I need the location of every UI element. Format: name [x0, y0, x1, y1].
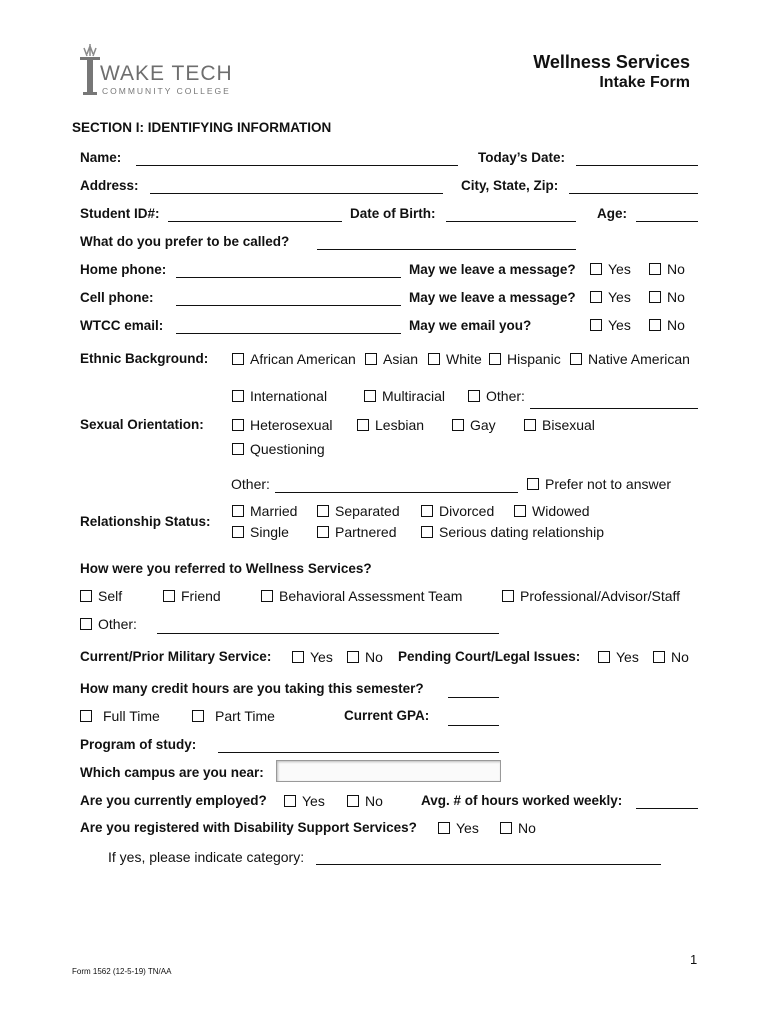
credit-hours-label: How many credit hours are you taking this semester? — [80, 681, 424, 696]
referral-bat-label: Behavioral Assessment Team — [279, 588, 463, 604]
campus-label: Which campus are you near: — [80, 765, 264, 780]
full-time-checkbox[interactable] — [80, 710, 92, 722]
sexual-other-field[interactable] — [275, 492, 518, 493]
dob-label: Date of Birth: — [350, 206, 436, 221]
city-state-zip-field[interactable] — [569, 193, 698, 194]
military-no-checkbox[interactable] — [347, 651, 359, 663]
referral-self-label: Self — [98, 588, 123, 604]
referral-friend-label: Friend — [181, 588, 221, 604]
employed-label: Are you currently employed? — [80, 793, 267, 808]
relationship-divorced-checkbox[interactable] — [421, 505, 433, 517]
wtcc-email-field[interactable] — [176, 333, 401, 334]
disability-label: Are you registered with Disability Support Services? — [80, 820, 417, 835]
relationship-widowed-checkbox[interactable] — [514, 505, 526, 517]
disability-yes-checkbox[interactable] — [438, 822, 450, 834]
military-no-label: No — [365, 649, 383, 665]
relationship-serious-dating-label: Serious dating relationship — [439, 524, 604, 540]
email-no-checkbox[interactable] — [649, 319, 661, 331]
student-id-field[interactable] — [168, 221, 342, 222]
disability-no-label: No — [518, 820, 536, 836]
employed-no-checkbox[interactable] — [347, 795, 359, 807]
dob-field[interactable] — [446, 221, 576, 222]
home-phone-label: Home phone: — [80, 262, 167, 277]
sexual-lesbian-label: Lesbian — [375, 417, 425, 433]
referral-other-checkbox[interactable] — [80, 618, 92, 630]
age-field[interactable] — [636, 221, 698, 222]
cell-phone-label: Cell phone: — [80, 290, 154, 305]
employed-no-label: No — [365, 793, 383, 809]
court-yes-label: Yes — [616, 649, 639, 665]
relationship-married-checkbox[interactable] — [232, 505, 244, 517]
relationship-partnered-label: Partnered — [335, 524, 397, 540]
military-yes-checkbox[interactable] — [292, 651, 304, 663]
sexual-other-label: Other: — [231, 476, 270, 492]
home-leave-message-label: May we leave a message? — [409, 262, 576, 277]
court-no-label: No — [671, 649, 689, 665]
relationship-partnered-checkbox[interactable] — [317, 526, 329, 538]
relationship-single-label: Single — [250, 524, 289, 540]
email-yes-label: Yes — [608, 317, 631, 333]
ethnic-multiracial-label: Multiracial — [382, 388, 446, 404]
ethnic-multiracial-checkbox[interactable] — [364, 390, 376, 402]
sexual-heterosexual-label: Heterosexual — [250, 417, 333, 433]
todays-date-field[interactable] — [576, 165, 698, 166]
referral-label: How were you referred to Wellness Services? — [80, 561, 372, 576]
ethnic-other-checkbox[interactable] — [468, 390, 480, 402]
page-number: 1 — [690, 952, 698, 967]
ethnic-african-american-checkbox[interactable] — [232, 353, 244, 365]
email-you-label: May we email you? — [409, 318, 532, 333]
avg-hours-label: Avg. # of hours worked weekly: — [421, 793, 623, 808]
court-no-checkbox[interactable] — [653, 651, 665, 663]
cell-msg-yes-label: Yes — [608, 289, 631, 305]
sexual-bisexual-label: Bisexual — [542, 417, 595, 433]
cell-phone-field[interactable] — [176, 305, 401, 306]
student-id-label: Student ID#: — [80, 206, 160, 221]
cell-msg-no-label: No — [667, 289, 685, 305]
sexual-gay-label: Gay — [470, 417, 496, 433]
home-msg-no-label: No — [667, 261, 685, 277]
ethnic-hispanic-checkbox[interactable] — [489, 353, 501, 365]
page-subtitle: Intake Form — [599, 74, 690, 91]
logo-subtitle: COMMUNITY COLLEGE — [102, 86, 231, 96]
relationship-divorced-label: Divorced — [439, 503, 495, 519]
employed-yes-label: Yes — [302, 793, 325, 809]
ethnic-other-field[interactable] — [530, 408, 698, 409]
ethnic-international-checkbox[interactable] — [232, 390, 244, 402]
wtcc-email-label: WTCC email: — [80, 318, 164, 333]
full-time-label: Full Time — [103, 708, 160, 724]
military-yes-label: Yes — [310, 649, 333, 665]
name-label: Name: — [80, 150, 122, 165]
preferred-name-label: What do you prefer to be called? — [80, 234, 290, 249]
relationship-married-label: Married — [250, 503, 298, 519]
cell-msg-yes-checkbox[interactable] — [590, 291, 602, 303]
sexual-gay-checkbox[interactable] — [452, 419, 464, 431]
sexual-lesbian-checkbox[interactable] — [357, 419, 369, 431]
disability-no-checkbox[interactable] — [500, 822, 512, 834]
military-label: Current/Prior Military Service: — [80, 649, 272, 664]
part-time-label: Part Time — [215, 708, 275, 724]
part-time-checkbox[interactable] — [192, 710, 204, 722]
todays-date-label: Today’s Date: — [478, 150, 566, 165]
sexual-orientation-label: Sexual Orientation: — [80, 417, 204, 432]
sexual-heterosexual-checkbox[interactable] — [232, 419, 244, 431]
campus-dropdown[interactable] — [276, 760, 501, 782]
ethnic-african-american-label: African American — [250, 351, 356, 367]
form-code: Form 1562 (12-5-19) TN/AA — [72, 967, 172, 976]
category-field[interactable] — [316, 864, 661, 865]
cell-msg-no-checkbox[interactable] — [649, 291, 661, 303]
name-field[interactable] — [136, 165, 458, 166]
referral-other-field[interactable] — [157, 633, 499, 634]
ethnic-international-label: International — [250, 388, 328, 404]
referral-self-checkbox[interactable] — [80, 590, 92, 602]
program-field[interactable] — [218, 752, 499, 753]
relationship-label: Relationship Status: — [80, 514, 211, 529]
sexual-questioning-checkbox[interactable] — [232, 443, 244, 455]
cell-leave-message-label: May we leave a message? — [409, 290, 576, 305]
relationship-widowed-label: Widowed — [532, 503, 590, 519]
age-label: Age: — [597, 206, 627, 221]
court-yes-checkbox[interactable] — [598, 651, 610, 663]
logo — [78, 44, 258, 98]
prefer-not-label: Prefer not to answer — [545, 476, 672, 492]
gpa-label: Current GPA: — [344, 708, 430, 723]
ethnic-native-american-checkbox[interactable] — [570, 353, 582, 365]
home-msg-yes-label: Yes — [608, 261, 631, 277]
ethnic-white-label: White — [446, 351, 482, 367]
home-phone-field[interactable] — [176, 277, 401, 278]
sexual-questioning-label: Questioning — [250, 441, 325, 457]
ethnic-native-american-label: Native American — [588, 351, 690, 367]
ethnic-other-label: Other: — [486, 388, 525, 404]
referral-bat-checkbox[interactable] — [261, 590, 273, 602]
prefer-not-checkbox[interactable] — [527, 478, 539, 490]
category-label: If yes, please indicate category: — [108, 849, 305, 865]
ethnic-white-checkbox[interactable] — [428, 353, 440, 365]
address-field[interactable] — [150, 193, 443, 194]
referral-friend-checkbox[interactable] — [163, 590, 175, 602]
employed-yes-checkbox[interactable] — [284, 795, 296, 807]
logo-name: WAKE TECH — [100, 62, 233, 85]
credit-hours-field[interactable] — [448, 697, 499, 698]
court-label: Pending Court/Legal Issues: — [398, 649, 581, 664]
relationship-separated-checkbox[interactable] — [317, 505, 329, 517]
gpa-field[interactable] — [448, 725, 499, 726]
relationship-separated-label: Separated — [335, 503, 400, 519]
email-no-label: No — [667, 317, 685, 333]
ethnic-asian-checkbox[interactable] — [365, 353, 377, 365]
preferred-name-field[interactable] — [317, 249, 576, 250]
referral-professional-label: Professional/Advisor/Staff — [520, 588, 681, 604]
referral-professional-checkbox[interactable] — [502, 590, 514, 602]
relationship-serious-dating-checkbox[interactable] — [421, 526, 433, 538]
ethnic-hispanic-label: Hispanic — [507, 351, 561, 367]
ethnic-asian-label: Asian — [383, 351, 419, 367]
email-yes-checkbox[interactable] — [590, 319, 602, 331]
referral-other-label: Other: — [98, 616, 137, 632]
program-label: Program of study: — [80, 737, 197, 752]
page-title: Wellness Services — [533, 52, 690, 72]
logo-emblem-icon — [78, 44, 102, 98]
city-state-zip-label: City, State, Zip: — [461, 178, 559, 193]
section-heading: SECTION I: IDENTIFYING INFORMATION — [72, 120, 332, 135]
home-msg-no-checkbox[interactable] — [649, 263, 661, 275]
sexual-bisexual-checkbox[interactable] — [524, 419, 536, 431]
relationship-single-checkbox[interactable] — [232, 526, 244, 538]
avg-hours-field[interactable] — [636, 808, 698, 809]
address-label: Address: — [80, 178, 139, 193]
ethnic-label: Ethnic Background: — [80, 351, 209, 366]
home-msg-yes-checkbox[interactable] — [590, 263, 602, 275]
disability-yes-label: Yes — [456, 820, 479, 836]
